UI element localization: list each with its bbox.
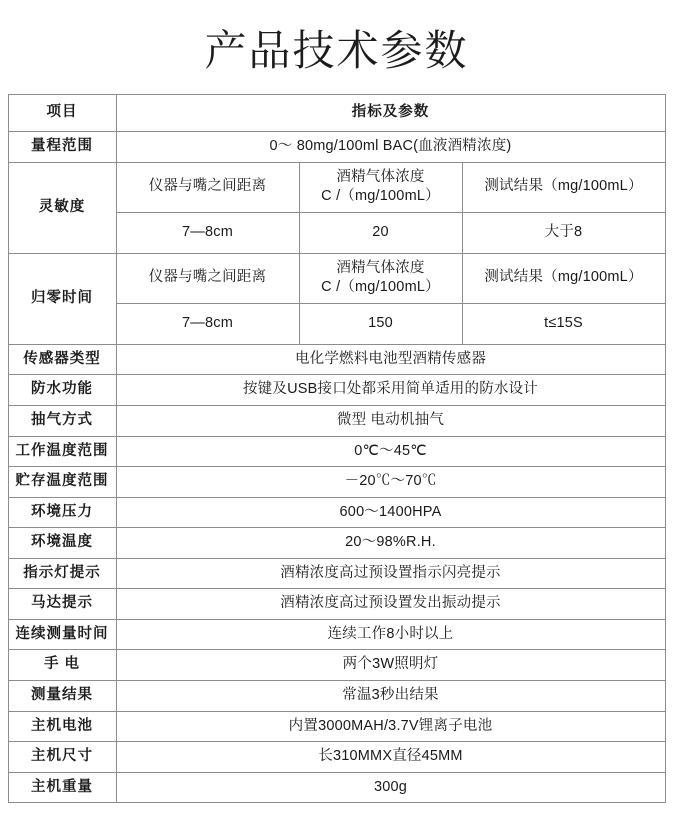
row-value: 20～98%R.H. [116, 528, 665, 559]
table-header-row [8, 95, 665, 132]
sensitivity-sub-header-2-line2: C /（mg/100mL） [321, 188, 440, 205]
table-row [8, 132, 665, 163]
row-label: 主机电池 [8, 711, 116, 742]
zero-time-value-1: 7—8cm [116, 303, 299, 344]
row-label: 环境压力 [8, 497, 116, 528]
table-row [8, 467, 665, 498]
spec-table [8, 94, 666, 803]
zero-time-sub-header-2-line1: 酒精气体浓度 [336, 259, 425, 276]
table-row [8, 681, 665, 712]
sensitivity-sub-header-2-line1: 酒精气体浓度 [336, 168, 425, 185]
sensitivity-sub-header-3: 测试结果（mg/100mL） [462, 162, 665, 212]
sensitivity-sub-header-2 [299, 162, 462, 212]
row-value: 长310MMX直径45MM [116, 742, 665, 773]
row-label: 量程范围 [8, 132, 116, 163]
page-title: 产品技术参数 [204, 26, 469, 75]
table-row [8, 589, 665, 620]
table-row [8, 619, 665, 650]
sensitivity-value-2: 20 [299, 212, 462, 253]
zero-time-sub-header-1: 仪器与嘴之间距离 [116, 253, 299, 303]
row-label: 马达提示 [8, 589, 116, 620]
table-row [8, 742, 665, 773]
row-value: 0～ 80mg/100ml BAC(血液酒精浓度) [116, 132, 665, 163]
row-label: 指示灯提示 [8, 558, 116, 589]
row-value: 酒精浓度高过预设置发出振动提示 [116, 589, 665, 620]
table-row [8, 253, 665, 303]
row-value: 连续工作8小时以上 [116, 619, 665, 650]
row-value: －20℃～70℃ [116, 467, 665, 498]
header-cell-item: 项目 [8, 95, 116, 132]
row-value: 两个3W照明灯 [116, 650, 665, 681]
table-row [8, 772, 665, 803]
row-label: 工作温度范围 [8, 436, 116, 467]
row-label: 灵敏度 [8, 162, 116, 253]
row-label: 归零时间 [8, 253, 116, 344]
row-label: 传感器类型 [8, 344, 116, 375]
row-label: 抽气方式 [8, 405, 116, 436]
table-row [8, 711, 665, 742]
row-label: 环境温度 [8, 528, 116, 559]
table-row [8, 528, 665, 559]
table-row [8, 344, 665, 375]
row-label: 手 电 [8, 650, 116, 681]
sensitivity-value-3: 大于8 [462, 212, 665, 253]
row-value: 300g [116, 772, 665, 803]
table-row [8, 405, 665, 436]
table-row [8, 650, 665, 681]
sensitivity-sub-header-1: 仪器与嘴之间距离 [116, 162, 299, 212]
table-row [8, 558, 665, 589]
zero-time-sub-header-3: 测试结果（mg/100mL） [462, 253, 665, 303]
sensitivity-value-1: 7—8cm [116, 212, 299, 253]
row-value: 微型 电动机抽气 [116, 405, 665, 436]
table-row [8, 162, 665, 212]
row-value: 电化学燃料电池型酒精传感器 [116, 344, 665, 375]
row-label: 测量结果 [8, 681, 116, 712]
table-row [8, 375, 665, 406]
row-label: 连续测量时间 [8, 619, 116, 650]
zero-time-sub-header-2 [299, 253, 462, 303]
table-row [8, 497, 665, 528]
row-label: 主机尺寸 [8, 742, 116, 773]
row-value: 酒精浓度高过预设置指示闪亮提示 [116, 558, 665, 589]
row-label: 主机重量 [8, 772, 116, 803]
zero-time-sub-header-2-line2: C /（mg/100mL） [321, 279, 440, 296]
row-value: 600～1400HPA [116, 497, 665, 528]
row-label: 贮存温度范围 [8, 467, 116, 498]
zero-time-value-2: 150 [299, 303, 462, 344]
spec-sheet-page [0, 18, 673, 818]
row-label: 防水功能 [8, 375, 116, 406]
row-value: 0℃～45℃ [116, 436, 665, 467]
row-value: 按键及USB接口处都采用简单适用的防水设计 [116, 375, 665, 406]
header-cell-spec: 指标及参数 [116, 95, 665, 132]
zero-time-value-3: t≤15S [462, 303, 665, 344]
row-value: 常温3秒出结果 [116, 681, 665, 712]
table-row [8, 436, 665, 467]
row-value: 内置3000MAH/3.7V锂离子电池 [116, 711, 665, 742]
